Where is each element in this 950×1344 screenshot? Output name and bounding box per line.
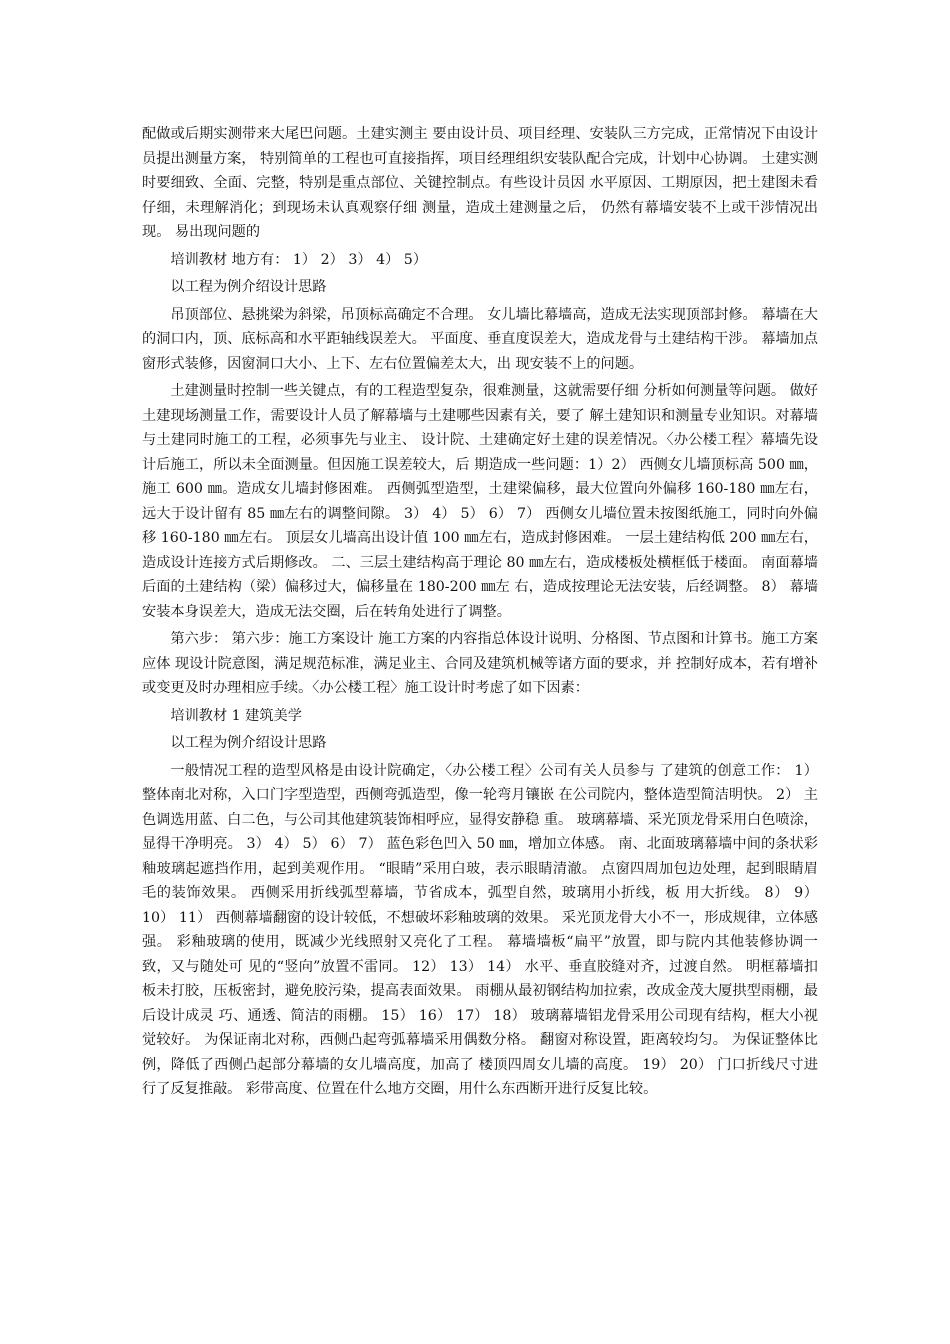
section-heading-design-ideas: 以工程为例介绍设计思路: [170, 279, 327, 295]
training-heading-aesthetics: 培训教材 1 建筑美学: [170, 707, 302, 724]
paragraph-problem-list: 吊顶部位、悬挑梁为斜梁，吊顶标高确定不合理。 女儿墙比幕墙高，造成无法实现顶部封修。 幕墙在大的洞口内，顶、底标高和水平距轴线误差大。 平面度、垂直度误差大，造成龙骨与土建结构干涉。 幕墙加点窗形式装修，因窗洞口大小、上下、左右位置偏差太大，出 现安装不上的问题。: [142, 306, 818, 372]
paragraph-survey-intro: 配做或后期实测带来大尾巴问题。土建实测主 要由设计员、项目经理、安装队三方完成，正常情况下由设计员提出测量方案， 特别简单的工程也可直接指挥，项目经理组织安装队配合完成，计划中心协调。 土建实测时要细致、全面、完整，特别是重点部位、关键控制点。有些设计员因 水平原因、工期原因，把土建图未看仔细，未理解消化；到现场未认真观察仔细 测量，造成土建测量之后， 仍然有幕墙安装不上或干涉情况出现。 易出现问题的: [142, 126, 818, 240]
section-heading-design-ideas-2: 以工程为例介绍设计思路: [170, 735, 327, 751]
paragraph-survey-details: 土建测量时控制一些关键点，有的工程造型复杂，很难测量，这就需要仔细 分析如何测量等问题。 做好土建现场测量工作，需要设计人员了解幕墙与土建哪些因素有关，要了 解土建知识和测量专业知识。对幕墙与土建同时施工的工程，必须事先与业主、 设计院、土建确定好土建的误差情况。〈办公楼工程〉幕墙先设计后施工，所以未全面测量。但因施工误差较大，后 期造成一些问题：1）2） 西侧女儿墙顶标高 500 ㎜，施工 600 ㎜。造成女儿墙封修困难。 西侧弧型造型，土建梁偏移，最大位置向外偏移 160-180 ㎜左右， 远大于设计留有 85 ㎜左右的调整间隙。 3） 4） 5） 6） 7） 西侧女儿墙位置未按图纸施工，同时向外偏移 160-180 ㎜左右。 顶层女儿墙高出设计值 100 ㎜左右，造成封修困难。 一层土建结构低 200 ㎜左右，造成设计连接方式后期修改。 二、三层土建结构高于理论 80 ㎜左右，造成楼板处横框低于楼面。 南面幕墙后面的土建结构（梁）偏移过大，偏移量在 180-200 ㎜左 右，造成按理论无法安装，后经调整。 8） 幕墙安装本身误差大，造成无法交圈，后在转角处进行了调整。: [142, 383, 818, 620]
paragraph-step-six: 第六步： 第六步：施工方案设计 施工方案的内容指总体设计说明、分格图、节点图和计算书。施工方案应体 现设计院意图，满足规范标准，满足业主、合同及建筑机械等诸方面的要求，并 控制好成本，若有增补或变更及时办理相应手续。〈办公楼工程〉施工设计时考虑了如下因素：: [142, 631, 818, 696]
training-heading-problems: 培训教材 地方有： 1） 2） 3） 4） 5）: [170, 251, 428, 268]
paragraph-aesthetics: 一般情况工程的造型风格是由设计院确定，〈办公楼工程〉公司有关人员参与 了建筑的创意工作： 1） 整体南北对称，入口门字型造型，西侧弯弧造型，像一轮弯月镶嵌 在公司院内，整体造型简洁明快。 2） 主色调选用蓝、白二色，与公司其他建筑装饰相呼应，显得安静稳 重。 玻璃幕墙、采光顶龙骨采用白色喷涂，显得干净明亮。 3） 4） 5） 6） 7） 蓝色彩色凹入 50 ㎜，增加立体感。 南、北面玻璃幕墙中间的条状彩釉玻璃起遮挡作用，起到美观作用。 “眼睛”采用白玻，表示眼睛清澈。 点窗四周加包边处理，起到眼睛眉毛的装饰效果。 西侧采用折线弧型幕墙，节省成本，弧型自然，玻璃用小折线，板 用大折线。 8） 9） 10） 11） 西侧幕墙翻窗的设计较低，不想破坏彩釉玻璃的效果。 采光顶龙骨大小不一，形成规律，立体感强。 彩釉玻璃的使用，既减少光线照射又亮化了工程。 幕墙墙板“扁平”放置，即与院内其他装修协调一致，又与随处可 见的“竖向”放置不雷同。 12） 13） 14） 水平、垂直胶缝对齐，过渡自然。 明框幕墙扣板未打胶，压板密封，避免胶污染，提高表面效果。 雨棚从最初钢结构加拉索，改成金茂大厦拱型雨棚，最后设计成灵 巧、通透、简洁的雨棚。 15） 16） 17） 18） 玻璃幕墙铝龙骨采用公司现有结构，框大小视觉较好。 为保证南北对称，西侧凸起弯弧幕墙采用偶数分格。 翻窗对称设置，距离较均匀。 为保证整体比例，降低了西侧凸起部分幕墙的女儿墙高度，加高了 楼顶四周女儿墙的高度。 19） 20） 门口折线尺寸进行了反复推敲。 彩带高度、位置在什么地方交圈，用什么东西断开进行反复比较。: [142, 762, 818, 1097]
document-page: [142, 122, 818, 1105]
